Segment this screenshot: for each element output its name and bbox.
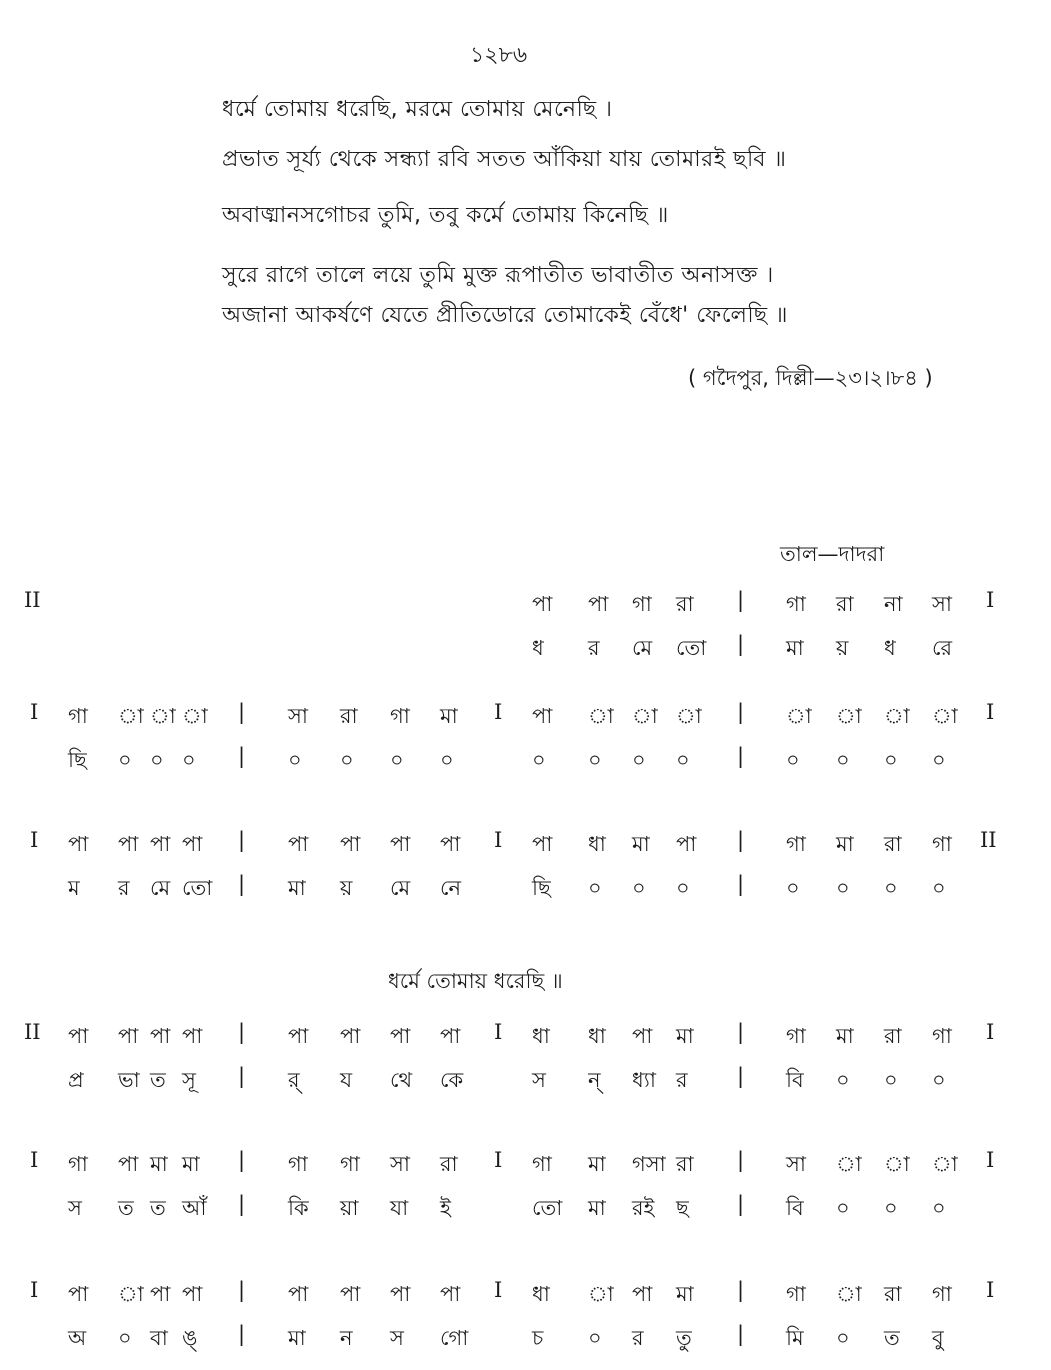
bar-mark: I	[986, 1278, 995, 1302]
beat-divider: |	[238, 1064, 246, 1088]
lyric-syllable: রে	[932, 636, 953, 660]
lyric-syllable: ছি	[532, 876, 551, 900]
lyric-syllable: ত	[118, 1196, 134, 1220]
bar-mark: I	[494, 1278, 503, 1302]
swara-note: পা	[68, 832, 89, 856]
lyric-syllable: ০	[884, 1196, 898, 1220]
beat-divider: |	[737, 588, 745, 612]
swara-note: গসা	[632, 1152, 666, 1176]
bar-mark: I	[494, 700, 503, 724]
swara-note: া	[932, 1152, 958, 1176]
swara-note: া	[182, 704, 208, 728]
lyric-syllable: ই	[440, 1196, 451, 1220]
lyric-syllable: ০	[836, 1068, 850, 1092]
lyric-syllable: মে	[632, 636, 653, 660]
swara-note: া	[884, 1152, 910, 1176]
lyric-syllable: ০	[676, 748, 690, 772]
lyric-syllable: ধ্যা	[632, 1068, 656, 1092]
beat-divider: |	[238, 828, 246, 852]
swara-note: া	[588, 704, 614, 728]
swara-note: পা	[440, 1024, 461, 1048]
lyric-syllable: মা	[288, 1326, 306, 1350]
swara-note: পা	[632, 1024, 653, 1048]
lyric-line: সুরে রাগে তালে লয়ে তুমি মুক্ত রূপাতীত ভাবাতীত অনাসক্ত ।	[222, 263, 774, 288]
beat-divider: |	[737, 1192, 745, 1216]
swara-note: পা	[288, 1024, 309, 1048]
lyric-syllable: র	[632, 1326, 644, 1350]
lyric-syllable: মা	[786, 636, 804, 660]
swara-note: পা	[390, 832, 411, 856]
lyric-syllable: ন্	[588, 1068, 601, 1092]
lyric-syllable: ০	[390, 748, 404, 772]
swara-note: সা	[932, 592, 952, 616]
swara-note: রা	[884, 832, 902, 856]
swara-note: গা	[786, 1024, 806, 1048]
swara-note: সা	[786, 1152, 806, 1176]
lyric-syllable: ০	[588, 876, 602, 900]
beat-divider: |	[737, 872, 745, 896]
swara-note: া	[786, 704, 812, 728]
lyric-syllable: ধ	[532, 636, 544, 660]
lyric-syllable: ০	[786, 748, 800, 772]
lyric-syllable: ০	[932, 876, 946, 900]
bar-mark: I	[494, 1148, 503, 1172]
lyric-syllable: তো	[676, 636, 707, 660]
lyric-syllable: মে	[390, 876, 411, 900]
swara-note: ধা	[588, 832, 606, 856]
bar-mark: I	[986, 588, 995, 612]
lyric-syllable: ত	[884, 1326, 900, 1350]
page-number: ১২৮৬	[470, 43, 528, 68]
lyric-syllable: য়	[340, 876, 353, 900]
beat-divider: |	[238, 1278, 246, 1302]
swara-note: পা	[182, 1282, 203, 1306]
swara-note: পা	[288, 832, 309, 856]
beat-divider: |	[238, 1192, 246, 1216]
lyric-syllable: য়া	[340, 1196, 359, 1220]
swara-note: া	[836, 1282, 862, 1306]
swara-note: গা	[68, 1152, 88, 1176]
lyric-syllable: ০	[932, 1068, 946, 1092]
lyric-syllable: প্র	[68, 1068, 84, 1092]
swara-note: রা	[676, 1152, 694, 1176]
swara-note: পা	[150, 832, 171, 856]
swara-note: া	[884, 704, 910, 728]
swara-note: রা	[884, 1024, 902, 1048]
swara-note: া	[150, 704, 176, 728]
swara-note: গা	[632, 592, 652, 616]
beat-divider: |	[737, 1322, 745, 1346]
bar-mark: I	[494, 828, 503, 852]
swara-note: গা	[786, 1282, 806, 1306]
swara-note: রা	[676, 592, 694, 616]
lyric-syllable: বা	[150, 1326, 168, 1350]
lyric-syllable: থে	[390, 1068, 413, 1092]
lyric-syllable: ০	[288, 748, 302, 772]
swara-note: পা	[676, 832, 697, 856]
lyric-syllable: ০	[884, 1068, 898, 1092]
swara-note: গা	[786, 832, 806, 856]
swara-note: পা	[390, 1024, 411, 1048]
lyric-syllable: ০	[532, 748, 546, 772]
lyric-syllable: বি	[786, 1196, 804, 1220]
swara-note: পা	[532, 832, 553, 856]
swara-note: পা	[118, 832, 139, 856]
bar-mark: I	[30, 828, 39, 852]
beat-divider: |	[737, 1064, 745, 1088]
beat-divider: |	[737, 1148, 745, 1172]
swara-note: া	[676, 704, 702, 728]
swara-note: পা	[340, 1024, 361, 1048]
swara-note: রা	[440, 1152, 458, 1176]
composition-note: ( গদৈপুর, দিল্লী—২৩।২।৮৪ )	[688, 366, 933, 390]
swara-note: ধা	[532, 1282, 550, 1306]
beat-divider: |	[238, 744, 246, 768]
lyric-syllable: ছ	[676, 1196, 689, 1220]
swara-note: মা	[632, 832, 650, 856]
swara-note: পা	[632, 1282, 653, 1306]
beat-divider: |	[737, 700, 745, 724]
lyric-syllable: ০	[836, 876, 850, 900]
swara-note: গা	[390, 704, 410, 728]
lyric-syllable: র	[676, 1068, 688, 1092]
swara-note: মা	[182, 1152, 200, 1176]
beat-divider: |	[737, 1020, 745, 1044]
beat-divider: |	[238, 872, 246, 896]
swara-note: পা	[288, 1282, 309, 1306]
bar-mark: I	[986, 1020, 995, 1044]
swara-note: না	[884, 592, 903, 616]
lyric-syllable: রই	[632, 1196, 655, 1220]
lyric-syllable: ত	[150, 1196, 166, 1220]
lyric-syllable: ০	[182, 748, 196, 772]
lyric-syllable: মি	[786, 1326, 804, 1350]
swara-note: পা	[588, 592, 609, 616]
lyric-syllable: ০	[786, 876, 800, 900]
swara-note: পা	[182, 832, 203, 856]
lyric-syllable: কি	[288, 1196, 309, 1220]
swara-note: গা	[340, 1152, 360, 1176]
swara-note: রা	[884, 1282, 902, 1306]
swara-note: পা	[532, 592, 553, 616]
swara-note: ধা	[588, 1024, 606, 1048]
swara-note: গা	[932, 832, 952, 856]
bar-mark: I	[30, 1148, 39, 1172]
lyric-syllable: নে	[440, 876, 462, 900]
bar-mark: II	[24, 588, 41, 612]
lyric-syllable: মা	[288, 876, 306, 900]
swara-note: পা	[340, 832, 361, 856]
lyric-syllable: র্	[288, 1068, 300, 1092]
swara-note: া	[836, 704, 862, 728]
lyric-syllable: ত	[150, 1068, 166, 1092]
beat-divider: |	[238, 1322, 246, 1346]
bar-mark: I	[30, 700, 39, 724]
lyric-syllable: যা	[390, 1196, 409, 1220]
lyric-syllable: তো	[182, 876, 213, 900]
lyric-syllable: চ	[532, 1326, 544, 1350]
lyric-syllable: ০	[632, 876, 646, 900]
lyric-syllable: কে	[440, 1068, 464, 1092]
swara-note: মা	[836, 1024, 854, 1048]
swara-note: গা	[932, 1024, 952, 1048]
swara-note: গা	[786, 592, 806, 616]
swara-note: পা	[390, 1282, 411, 1306]
swara-note: মা	[676, 1282, 694, 1306]
bar-mark: I	[986, 700, 995, 724]
lyric-syllable: স	[68, 1196, 82, 1220]
swara-note: গা	[68, 704, 88, 728]
swara-note: পা	[532, 704, 553, 728]
swara-note: পা	[440, 832, 461, 856]
lyric-syllable: ০	[836, 1326, 850, 1350]
lyric-syllable: গো	[440, 1326, 469, 1350]
lyric-syllable: মা	[588, 1196, 606, 1220]
swara-note: পা	[118, 1024, 139, 1048]
swara-note: গা	[932, 1282, 952, 1306]
beat-divider: |	[238, 700, 246, 724]
lyric-syllable: র	[588, 636, 600, 660]
lyric-syllable: স	[532, 1068, 546, 1092]
lyric-syllable: য়	[836, 636, 849, 660]
bar-mark: II	[980, 828, 997, 852]
lyric-syllable: ০	[884, 748, 898, 772]
swara-note: া	[932, 704, 958, 728]
lyric-syllable: ম	[68, 876, 80, 900]
refrain-line: ধর্মে তোমায় ধরেছি ॥	[388, 969, 563, 993]
lyric-syllable: ০	[440, 748, 454, 772]
lyric-syllable: বি	[786, 1068, 804, 1092]
lyric-syllable: ০	[932, 1196, 946, 1220]
swara-note: সা	[288, 704, 308, 728]
lyric-syllable: ন	[340, 1326, 353, 1350]
beat-divider: |	[737, 744, 745, 768]
lyric-line: প্রভাত সূর্য্য থেকে সন্ধ্যা রবি সতত আঁকিয়া যায় তোমারই ছবি ॥	[222, 147, 787, 172]
swara-note: গা	[288, 1152, 308, 1176]
lyric-syllable: র	[118, 876, 130, 900]
swara-note: পা	[68, 1282, 89, 1306]
beat-divider: |	[737, 1278, 745, 1302]
swara-note: পা	[68, 1024, 89, 1048]
bar-mark: I	[30, 1278, 39, 1302]
swara-note: া	[836, 1152, 862, 1176]
swara-note: পা	[150, 1282, 171, 1306]
lyric-syllable: স	[390, 1326, 404, 1350]
swara-note: পা	[340, 1282, 361, 1306]
lyric-syllable: ০	[588, 748, 602, 772]
swara-note: পা	[150, 1024, 171, 1048]
lyric-syllable: ০	[836, 748, 850, 772]
lyric-line: অজানা আকর্ষণে যেতে প্রীতিডোরে তোমাকেই বেঁধে' ফেলেছি ॥	[222, 303, 789, 328]
swara-note: া	[118, 704, 144, 728]
lyric-syllable: ০	[118, 748, 132, 772]
lyric-syllable: ০	[932, 748, 946, 772]
lyric-syllable: ০	[676, 876, 690, 900]
swara-note: পা	[118, 1152, 139, 1176]
beat-divider: |	[238, 1148, 246, 1172]
lyric-line: অবাঙ্মানসগোচর তুমি, তবু কর্মে তোমায় কিনেছি ॥	[222, 203, 669, 228]
beat-divider: |	[737, 632, 745, 656]
beat-divider: |	[737, 828, 745, 852]
lyric-syllable: ভা	[118, 1068, 140, 1092]
swara-note: া	[632, 704, 658, 728]
lyric-syllable: তু	[676, 1326, 692, 1350]
bar-mark: I	[986, 1148, 995, 1172]
bar-mark: II	[24, 1020, 41, 1044]
lyric-syllable: ঙ্	[182, 1326, 198, 1350]
lyric-syllable: অ	[68, 1326, 87, 1350]
lyric-syllable: মে	[150, 876, 171, 900]
swara-note: ধা	[532, 1024, 550, 1048]
lyric-syllable: ০	[340, 748, 354, 772]
swara-note: সা	[390, 1152, 410, 1176]
lyric-syllable: ০	[836, 1196, 850, 1220]
swara-note: গা	[532, 1152, 552, 1176]
swara-note: মা	[588, 1152, 606, 1176]
lyric-line: ধর্মে তোমায় ধরেছি, মরমে তোমায় মেনেছি ।	[222, 97, 613, 122]
swara-note: রা	[340, 704, 358, 728]
swara-note: া	[118, 1282, 144, 1306]
beat-divider: |	[238, 1020, 246, 1044]
lyric-syllable: ০	[632, 748, 646, 772]
lyric-syllable: সূ	[182, 1068, 196, 1092]
lyric-syllable: ০	[588, 1326, 602, 1350]
tala-label: তাল—দাদরা	[780, 542, 885, 566]
lyric-syllable: আঁ	[182, 1196, 207, 1220]
swara-note: মা	[836, 832, 854, 856]
swara-note: মা	[676, 1024, 694, 1048]
lyric-syllable: ছি	[68, 748, 87, 772]
swara-note: পা	[182, 1024, 203, 1048]
lyric-syllable: তো	[532, 1196, 563, 1220]
lyric-syllable: ০	[118, 1326, 132, 1350]
swara-note: মা	[440, 704, 458, 728]
lyric-syllable: ০	[884, 876, 898, 900]
swara-note: পা	[440, 1282, 461, 1306]
bar-mark: I	[494, 1020, 503, 1044]
swara-note: মা	[150, 1152, 168, 1176]
lyric-syllable: ধ	[884, 636, 896, 660]
lyric-syllable: ০	[150, 748, 164, 772]
swara-note: া	[588, 1282, 614, 1306]
swara-note: রা	[836, 592, 854, 616]
lyric-syllable: বু	[932, 1326, 944, 1350]
lyric-syllable: য	[340, 1068, 353, 1092]
